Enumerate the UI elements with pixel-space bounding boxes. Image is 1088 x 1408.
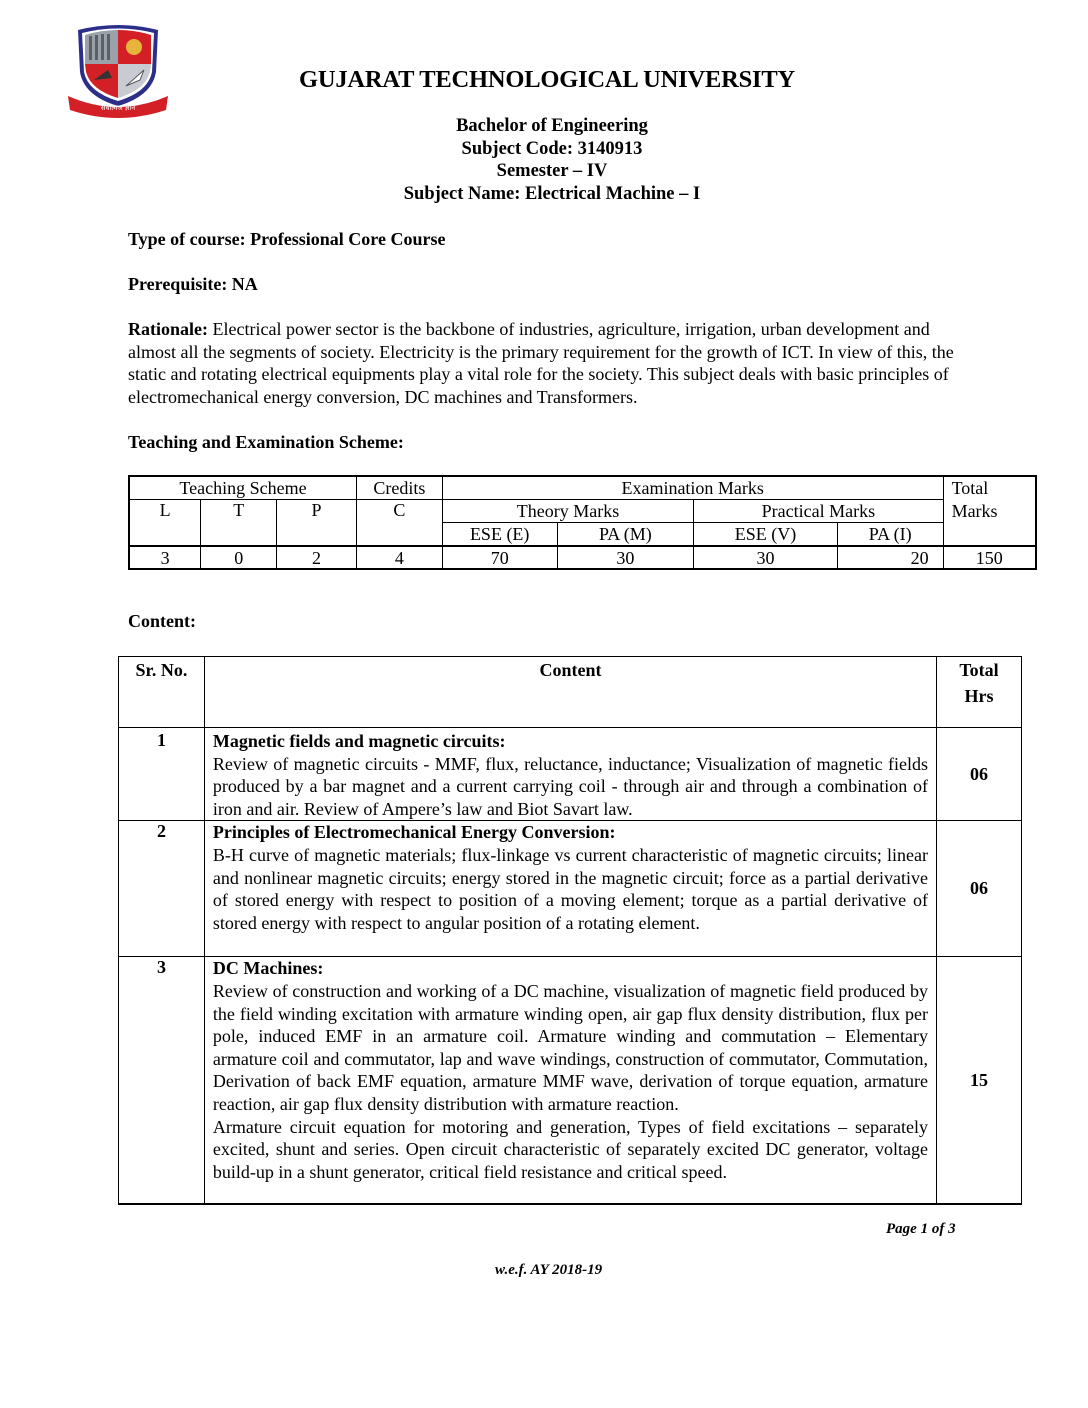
semester: Semester – IV: [496, 161, 608, 181]
rationale-text: Electrical power sector is the backbone of industries, agriculture, irrigation, urban development and almost all the segments of society. Electricity is the primary requirement for the growth of ICT. In view of this, the static and rotating electrical equipments play a vital role for the society. This subject deals with basic principles of electromechanical energy conversion, DC machines and Transformers.: [128, 319, 954, 407]
topic-body: Review of magnetic circuits - MMF, flux, reluctance, inductance; Visualization of magnetic fields produced by a bar magnet and a current carrying coil - through air and through a combination of iron and air. Review of Ampere’s law and Biot Savart law.: [212, 753, 929, 819]
ese-e-value: 70: [442, 546, 557, 569]
content-header: Content: [204, 657, 936, 728]
topic-body: Review of construction and working of a DC machine, visualization of magnetic field produced by the field winding excitation with armature winding open, air gap flux density distribution, flux per pole, induced EMF in an armature coil. Armature winding and commutation – Elementary armature coil and commutator, lap and wave windings, construction of commutator, Commutation, Derivation of back EMF equation, armature MMF wave, derivation of torque equation, armature reaction, air gap flux density distribution with armature reaction.: [212, 980, 929, 1114]
pa-i-header: PA (I): [837, 523, 943, 547]
lecture-header: L: [129, 500, 201, 547]
credit-value: 4: [356, 546, 442, 569]
pa-m-header: PA (M): [557, 523, 694, 547]
table-row: [119, 728, 1022, 821]
rationale-label: Rationale:: [128, 319, 208, 339]
total-marks-header: Total Marks: [943, 476, 1036, 546]
content-cell: [204, 728, 936, 821]
pa-i-value: 20: [837, 546, 943, 569]
content-cell: [204, 957, 936, 1204]
course-type: Type of course: Professional Core Course: [128, 229, 446, 249]
sr-no: 3: [119, 957, 205, 1204]
credits-header: Credits: [356, 476, 442, 500]
ese-v-value: 30: [694, 546, 838, 569]
scheme-title: Teaching and Examination Scheme:: [128, 432, 404, 452]
theory-marks-header: Theory Marks: [442, 500, 693, 523]
ese-v-header: ESE (V): [694, 523, 838, 547]
content-table: [118, 656, 1022, 1205]
hours: 06: [937, 821, 1022, 957]
tutorial-value: 0: [201, 546, 277, 569]
table-row: [119, 821, 1022, 957]
page-number: Page 1 of 3: [886, 1221, 956, 1237]
content-cell: [204, 821, 936, 957]
sr-no: 2: [119, 821, 205, 957]
topic-body: Armature circuit equation for motoring and generation, Types of field excitations – separately excited, shunt and series. Open circuit characteristic of separately excited DC generator, voltage build-up in a shunt generator, critical field resistance and critical speed.: [212, 1116, 929, 1182]
practical-value: 2: [277, 546, 357, 569]
practical-marks-header: Practical Marks: [694, 500, 943, 523]
exam-marks-header: Examination Marks: [442, 476, 943, 500]
lecture-value: 3: [129, 546, 201, 569]
total-hrs-header: Total Hrs: [937, 657, 1022, 728]
subject-name: Subject Name: Electrical Machine – I: [403, 183, 701, 204]
topic-heading: Magnetic fields and magnetic circuits:: [212, 731, 506, 751]
hours: 06: [937, 728, 1022, 821]
tutorial-header: T: [201, 500, 277, 547]
hours: 15: [937, 957, 1022, 1204]
effective-year: w.e.f. AY 2018-19: [495, 1262, 603, 1278]
table-row: [119, 957, 1022, 1204]
ese-e-header: ESE (E): [442, 523, 557, 547]
content-title: Content:: [128, 611, 196, 631]
rationale: [128, 318, 976, 408]
sr-no: 1: [119, 728, 205, 821]
sr-no-header: Sr. No.: [119, 657, 205, 728]
pa-m-value: 30: [557, 546, 694, 569]
total-marks-value: 150: [943, 546, 1036, 569]
topic-heading: Principles of Electromechanical Energy Conversion:: [212, 822, 616, 843]
program-name: Bachelor of Engineering: [456, 116, 648, 136]
credit-c-header: C: [356, 500, 442, 547]
teaching-exam-scheme-table: [128, 475, 1037, 570]
practical-header: P: [277, 500, 357, 547]
university-name: GUJARAT TECHNOLOGICAL UNIVERSITY: [299, 66, 795, 93]
program-block: [0, 115, 1088, 205]
prerequisite: Prerequisite: NA: [128, 274, 258, 294]
subject-code: Subject Code: 3140913: [461, 138, 643, 159]
teaching-scheme-header: Teaching Scheme: [129, 476, 356, 500]
topic-body: B-H curve of magnetic materials; flux-linkage vs current characteristic of magnetic circuits; linear and nonlinear magnetic circuits; energy stored in the magnetic circuit; force as a partial derivative of stored energy with respect to position of a moving element; torque as a partial derivative of stored energy with respect to angular position of a rotating element.: [212, 844, 929, 933]
logo-motto: सर्वात्मज ज्ञान: [100, 104, 136, 112]
topic-heading: DC Machines:: [212, 958, 324, 979]
